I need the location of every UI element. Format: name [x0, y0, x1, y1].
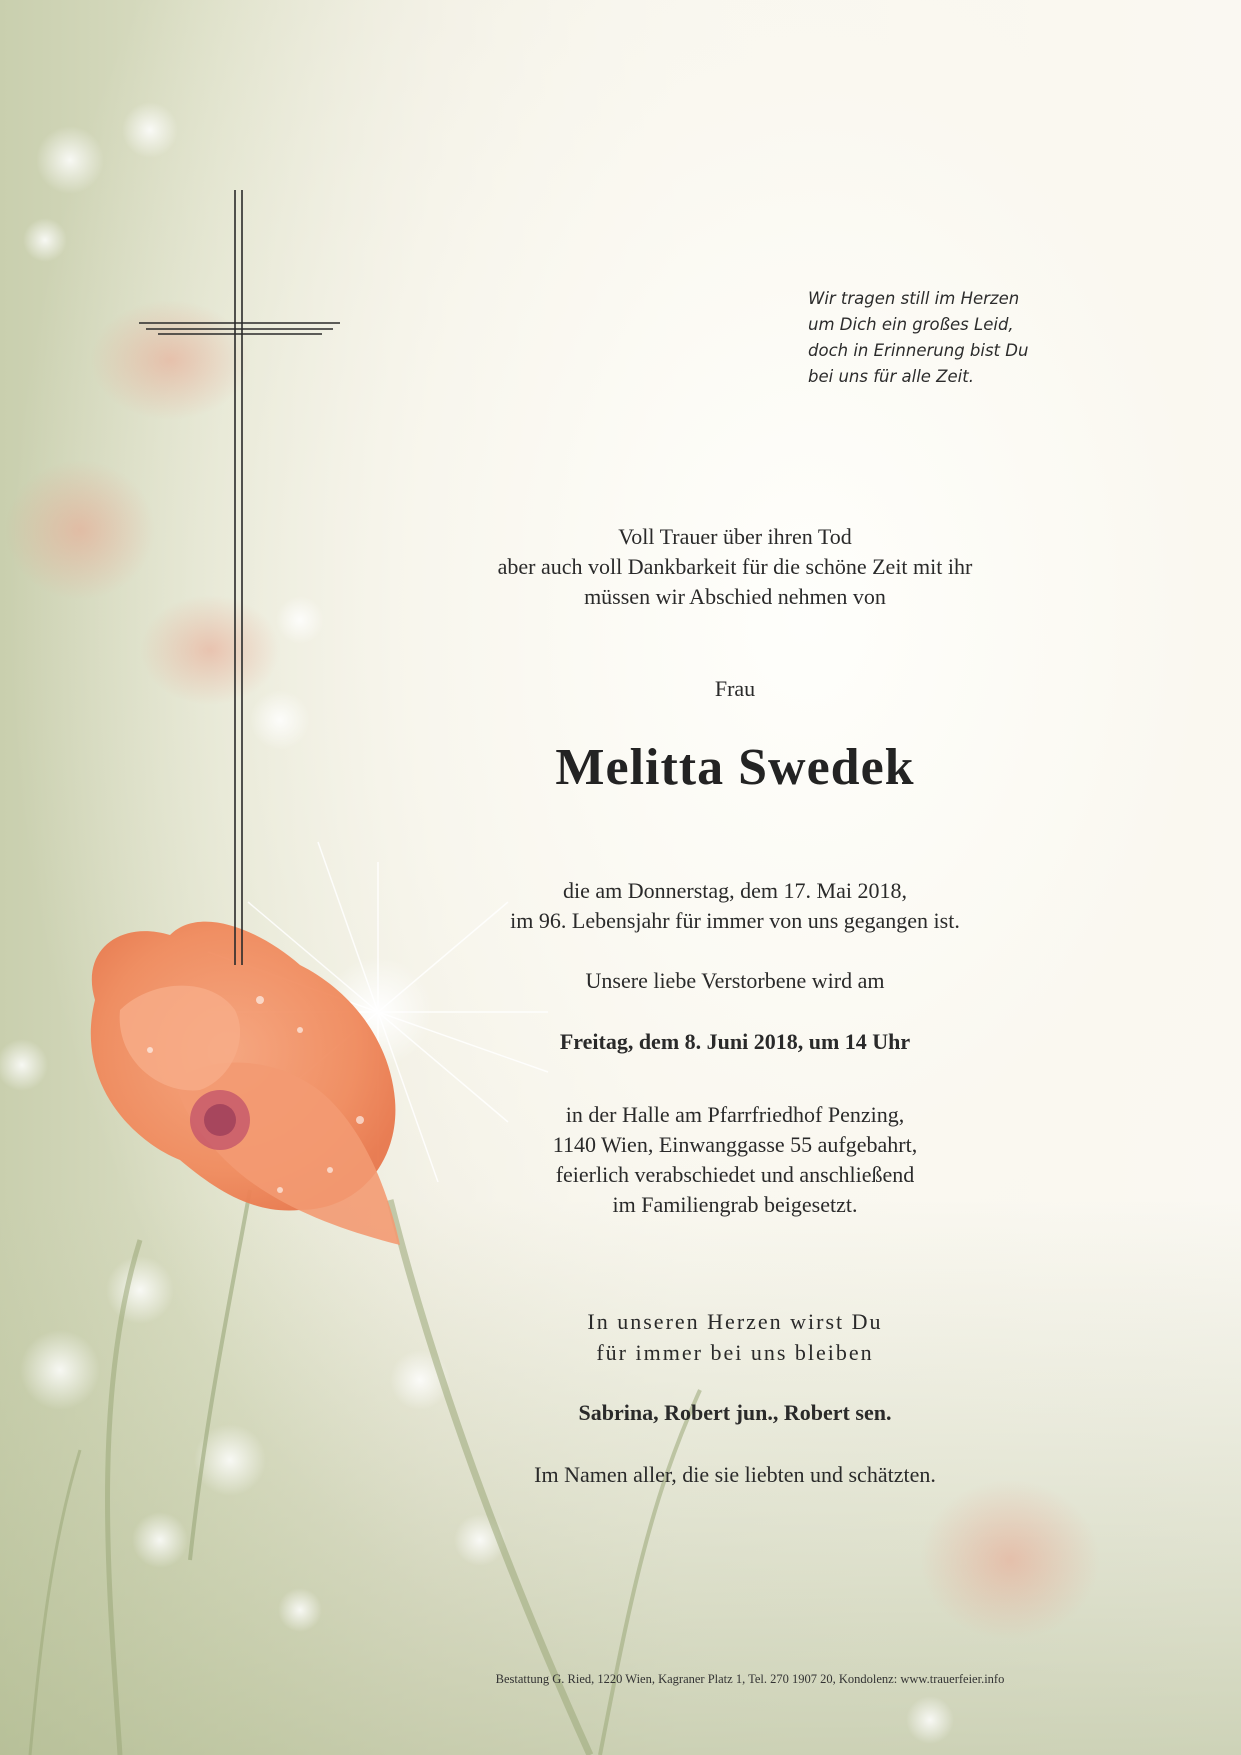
bokeh-light: [0, 1039, 48, 1091]
family-names: Sabrina, Robert jun., Robert sen.: [578, 1400, 892, 1425]
verse-line: Wir tragen still im Herzen: [808, 289, 1020, 308]
bokeh-light: [250, 690, 310, 750]
blurred-poppy: [90, 300, 250, 420]
burial-place: [440, 1100, 1030, 1220]
death-line: die am Donnerstag, dem 17. Mai 2018,: [563, 878, 907, 903]
place-line: im Familiengrab beigesetzt.: [612, 1192, 858, 1217]
deceased-name: Melitta Swedek: [555, 739, 915, 796]
remembrance-text: [440, 1306, 1030, 1368]
salutation: Frau: [714, 676, 756, 701]
intro-line: aber auch voll Dankbarkeit für die schöne Zeit mit ihr: [497, 554, 973, 579]
intro-line: Voll Trauer über ihren Tod: [618, 524, 852, 549]
place-line: in der Halle am Pfarrfriedhof Penzing,: [565, 1102, 905, 1127]
burial-date: Freitag, dem 8. Juni 2018, um 14 Uhr: [559, 1029, 911, 1054]
blurred-poppy: [920, 1480, 1100, 1640]
memorial-verse: [808, 286, 1068, 390]
death-line: im 96. Lebensjahr für immer von uns gegangen ist.: [510, 908, 960, 933]
bokeh-light: [20, 1330, 100, 1410]
bokeh-light: [132, 1512, 188, 1568]
bokeh-light: [106, 1256, 174, 1324]
closing-line: Im Namen aller, die sie liebten und schätzten.: [534, 1462, 936, 1487]
bokeh-light: [278, 1588, 322, 1632]
funeral-home-footer: Bestattung G. Ried, 1220 Wien, Kagraner Platz 1, Tel. 270 1907 20, Kondolenz: www.trauerfeier.info: [495, 1672, 1005, 1686]
intro-text: [440, 522, 1030, 612]
intro-line: müssen wir Abschied nehmen von: [584, 584, 886, 609]
verse-line: um Dich ein großes Leid,: [808, 315, 1014, 334]
verse-line: doch in Erinnerung bist Du: [808, 341, 1029, 360]
remembrance-line: In unseren Herzen wirst Du: [587, 1309, 883, 1334]
remembrance-line: für immer bei uns bleiben: [596, 1340, 874, 1365]
bokeh-light: [906, 1696, 954, 1744]
burial-intro: Unsere liebe Verstorbene wird am: [585, 968, 885, 993]
bokeh-light: [23, 218, 67, 262]
bokeh-light: [36, 126, 104, 194]
blurred-poppy: [5, 460, 155, 600]
place-line: feierlich verabschiedet und anschließend: [555, 1162, 915, 1187]
place-line: 1140 Wien, Einwanggasse 55 aufgebahrt,: [552, 1132, 918, 1157]
verse-line: bei uns für alle Zeit.: [808, 367, 974, 386]
death-details: [440, 876, 1030, 936]
bokeh-light: [122, 102, 178, 158]
poppy-center: [204, 1104, 236, 1136]
bokeh-light: [276, 596, 324, 644]
blurred-poppy: [140, 595, 280, 705]
